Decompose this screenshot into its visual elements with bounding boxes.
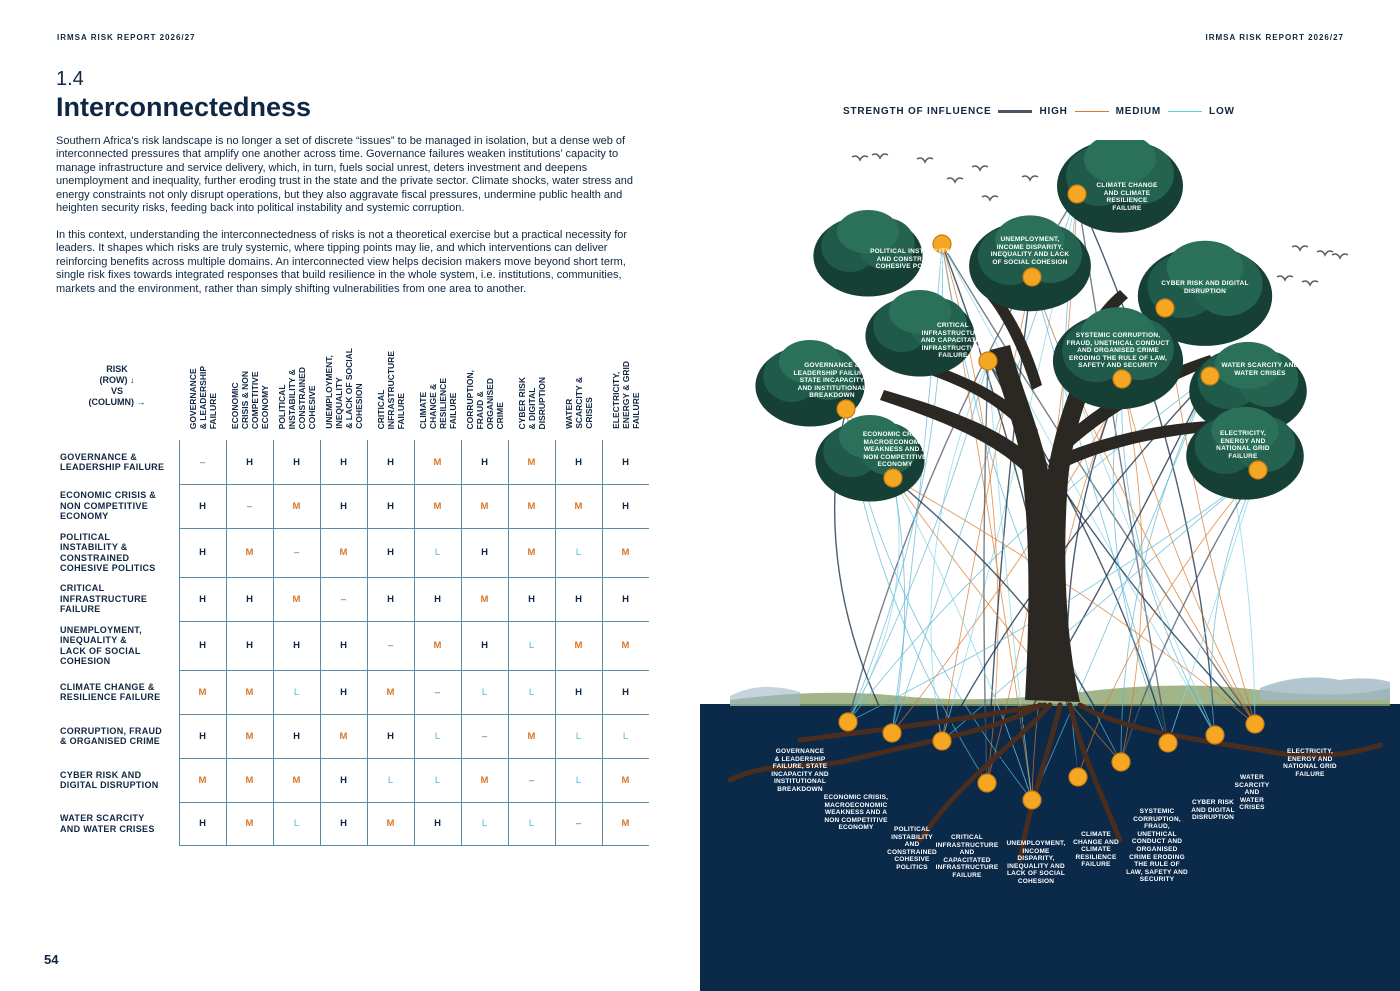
running-header-right: IRMSA RISK REPORT 2026/27 (1205, 33, 1344, 42)
matrix-cell: H (575, 456, 582, 468)
matrix-cell: H (199, 818, 206, 829)
matrix-cell: L (434, 730, 441, 742)
matrix-column-header (226, 325, 273, 429)
canopy-risk-label: CYBER RISK AND DIGITAL DISRUPTION (1161, 280, 1249, 295)
risk-node-icon (837, 400, 855, 418)
matrix-cell: M (339, 547, 348, 558)
matrix-cell: H (246, 640, 253, 651)
matrix-cell: M (198, 774, 207, 786)
matrix-cell: M (433, 456, 442, 468)
bird-icon (947, 178, 963, 182)
section-number: 1.4 (56, 68, 84, 90)
matrix-column-header-label: CRITICAL INFRASTRUCTURE FAILURE (375, 350, 406, 429)
matrix-cell: M (386, 686, 395, 698)
legend-medium-line (1075, 111, 1109, 112)
matrix-cell: M (527, 456, 536, 468)
matrix-cell: M (292, 774, 301, 786)
matrix-column-header (508, 325, 555, 429)
matrix-cell: H (340, 640, 347, 651)
matrix-column-header (555, 325, 602, 429)
matrix-row-divider (179, 802, 649, 803)
matrix-cell: H (622, 593, 629, 605)
matrix-cell: H (481, 456, 488, 468)
matrix-cell: H (340, 686, 347, 698)
matrix-cell: L (575, 547, 582, 558)
matrix-row-divider (179, 484, 649, 485)
canopy-risk-label: GOVERNANCE & LEADERSHIP FAILURE, STATE INCAPACITY AND INSTITUTIONAL BREAKDOWN (793, 362, 871, 400)
matrix-cell: M (621, 547, 630, 558)
matrix-cell: H (246, 456, 253, 468)
legend-low-label: LOW (1209, 106, 1235, 117)
bird-icon (982, 196, 998, 200)
risk-node-icon (883, 724, 901, 742)
matrix-cell: M (245, 774, 254, 786)
matrix-row-divider (179, 758, 649, 759)
matrix-cell: – (481, 730, 488, 742)
matrix-divider (367, 440, 368, 845)
matrix-cell: H (622, 686, 629, 698)
risk-node-icon (1206, 726, 1224, 744)
root-risk-label: POLITICAL INSTABILITY AND CONSTRAINED COHESIVE POLITICS (887, 826, 937, 871)
matrix-cell: H (481, 640, 488, 651)
risk-node-icon (1246, 715, 1264, 733)
matrix-cell: H (199, 730, 206, 742)
matrix-cell: L (528, 818, 535, 829)
matrix-cell: M (245, 818, 254, 829)
bird-icon (872, 154, 888, 158)
root-risk-label: CLIMATE CHANGE AND CLIMATE RESILIENCE FAILURE (1073, 831, 1119, 869)
page-title: Interconnectedness (56, 92, 312, 122)
matrix-row-label: CLIMATE CHANGE & RESILIENCE FAILURE (60, 681, 161, 702)
risk-node-icon (1249, 461, 1267, 479)
matrix-cell: H (340, 500, 347, 512)
matrix-cell: M (621, 818, 630, 829)
matrix-column-header (461, 325, 508, 429)
canopy-risk-label: ECONOMIC CRISIS, MACROECONOMIC WEAKNESS AND A NON COMPETITIVE ECONOMY (862, 431, 928, 469)
matrix-column-header (179, 325, 226, 429)
risk-node-icon (1113, 370, 1131, 388)
root-risk-label: UNEMPLOYMENT, INCOME DISPARITY, INEQUALITY AND LACK OF SOCIAL COHESION (1006, 840, 1066, 885)
matrix-row-label: CYBER RISK AND DIGITAL DISRUPTION (60, 769, 159, 790)
matrix-cell: – (246, 500, 253, 512)
risk-node-icon (839, 713, 857, 731)
influence-line (848, 478, 899, 722)
legend-high-label: HIGH (1039, 106, 1068, 117)
matrix-column-header (414, 325, 461, 429)
matrix-column-header-label: WATER SCARCITY & CRISES (563, 377, 594, 429)
running-header-left: IRMSA RISK REPORT 2026/27 (57, 33, 196, 42)
matrix-divider (320, 440, 321, 845)
matrix-cell: H (528, 593, 535, 605)
matrix-cell: H (622, 456, 629, 468)
matrix-column-header-label: UNEMPLOYMENT, INEQUALITY & LACK OF SOCIAL COHESION (323, 348, 364, 429)
matrix-column-header-label: CLIMATE CHANGE & RESILIENCE FAILURE (417, 377, 458, 429)
bird-icon (852, 156, 868, 160)
matrix-cell: M (292, 500, 301, 512)
matrix-cell: M (433, 640, 442, 651)
canopy-risk-label: SYSTEMIC CORRUPTION, FRAUD, UNETHICAL CONDUCT AND ORGANISED CRIME ERODING THE RULE OF LAW, SAFETY AND SECURITY (1066, 332, 1170, 370)
matrix-cell: L (575, 774, 582, 786)
matrix-cell: H (387, 500, 394, 512)
matrix-cell: H (622, 500, 629, 512)
matrix-divider (508, 440, 509, 845)
matrix-divider (414, 440, 415, 845)
bird-icon (1292, 246, 1308, 250)
risk-node-icon (933, 732, 951, 750)
risk-node-icon (1159, 734, 1177, 752)
matrix-column-header-label: ELECTRICITY, ENERGY & GRID FAILURE (610, 361, 641, 429)
matrix-cell: M (527, 547, 536, 558)
matrix-cell: H (340, 456, 347, 468)
matrix-column-header (273, 325, 320, 429)
matrix-cell: H (434, 818, 441, 829)
root-risk-label: CYBER RISK AND DIGITAL DISRUPTION (1191, 799, 1235, 822)
matrix-cell: M (480, 500, 489, 512)
matrix-row-label: POLITICAL INSTABILITY & CONSTRAINED COHESIVE POLITICS (60, 531, 156, 573)
matrix-cell: M (621, 640, 630, 651)
matrix-column-header-label: GOVERNANCE & LEADERSHIP FAILURE (187, 365, 218, 429)
matrix-divider (179, 440, 180, 845)
matrix-cell: – (387, 640, 394, 651)
matrix-cell: H (199, 547, 206, 558)
matrix-cell: H (199, 500, 206, 512)
bird-icon (1317, 251, 1333, 255)
risk-node-icon (1112, 753, 1130, 771)
matrix-divider (602, 440, 603, 845)
canopy-risk-label: ELECTRICITY, ENERGY AND NATIONAL GRID FAILURE (1216, 430, 1270, 460)
matrix-cell: H (387, 547, 394, 558)
matrix-corner-label: RISK (ROW) ↓ VS (COLUMN) → (88, 364, 146, 407)
matrix-cell: M (386, 818, 395, 829)
matrix-cell: M (245, 730, 254, 742)
root-risk-label: SYSTEMIC CORRUPTION, FRAUD, UNETHICAL CONDUCT AND ORGANISED CRIME ERODING THE RULE OF LAW, SAFETY AND SECURITY (1126, 808, 1188, 884)
bird-icon (1332, 254, 1348, 258)
matrix-column-header-label: CYBER RISK & DIGITAL DISRUPTION (516, 376, 547, 429)
risk-tree-illustration (700, 140, 1400, 991)
root-risk-label: WATER SCARCITY AND WATER CRISES (1234, 774, 1270, 812)
matrix-row-label: GOVERNANCE & LEADERSHIP FAILURE (60, 451, 165, 472)
matrix-row-divider (179, 621, 649, 622)
matrix-cell: M (198, 686, 207, 698)
matrix-row-label: WATER SCARCITY AND WATER CRISES (60, 813, 155, 834)
bird-icon (972, 166, 988, 170)
influence-legend (843, 106, 1235, 117)
root-risk-label: ELECTRICITY, ENERGY AND NATIONAL GRID FAILURE (1283, 748, 1337, 778)
matrix-column-header-label: ECONOMIC CRISIS & NON COMPETITIVE ECONOMY (229, 370, 270, 429)
bird-icon (1277, 276, 1293, 280)
legend-low-line (1168, 111, 1202, 112)
matrix-cell: H (340, 818, 347, 829)
matrix-row-label: CORRUPTION, FRAUD & ORGANISED CRIME (60, 725, 163, 746)
risk-node-icon (1156, 299, 1174, 317)
matrix-cell: H (434, 593, 441, 605)
matrix-cell: H (575, 593, 582, 605)
matrix-cell: – (340, 593, 347, 605)
matrix-row-divider (179, 714, 649, 715)
matrix-cell: M (621, 774, 630, 786)
bird-icon (1302, 281, 1318, 285)
matrix-column-header (367, 325, 414, 429)
matrix-cell: M (480, 774, 489, 786)
matrix-cell: H (199, 593, 206, 605)
matrix-divider (226, 440, 227, 845)
legend-medium-label: MEDIUM (1115, 106, 1162, 117)
matrix-divider (273, 440, 274, 845)
matrix-cell: M (527, 730, 536, 742)
matrix-cell: – (575, 818, 582, 829)
risk-node-icon (978, 774, 996, 792)
root-risk-label: CRITICAL INFRASTRUCTURE AND CAPACITATED INFRASTRUCTURE FAILURE (935, 834, 999, 879)
matrix-cell: L (434, 547, 441, 558)
matrix-cell: L (481, 818, 488, 829)
matrix-cell: H (340, 774, 347, 786)
matrix-cell: M (292, 593, 301, 605)
canopy-risk-label: UNEMPLOYMENT, INCOME DISPARITY, INEQUALITY AND LACK OF SOCIAL COHESION (990, 236, 1070, 266)
matrix-row-label: UNEMPLOYMENT, INEQUALITY & LACK OF SOCIAL COHESION (60, 624, 142, 666)
canopy-risk-label: POLITICAL INSTABILITY AND CONSTRAINED COHESIVE POLITICS (870, 248, 950, 271)
matrix-column-header (320, 325, 367, 429)
matrix-cell: L (528, 686, 535, 698)
matrix-divider (461, 440, 462, 845)
root-risk-label: GOVERNANCE & LEADERSHIP FAILURE, STATE INCAPACITY AND INSTITUTIONAL BREAKDOWN (771, 748, 829, 793)
risk-node-icon (1069, 768, 1087, 786)
bird-icon (917, 158, 933, 162)
matrix-cell: L (293, 818, 300, 829)
risk-node-icon (1023, 791, 1041, 809)
matrix-cell: H (199, 640, 206, 651)
matrix-cell: H (293, 456, 300, 468)
matrix-cell: H (481, 547, 488, 558)
canopy-risk-label: WATER SCARCITY AND WATER CRISES (1221, 362, 1299, 377)
page-number: 54 (44, 952, 59, 967)
canopy-risk-label: CLIMATE CHANGE AND CLIMATE RESILIENCE FAILURE (1096, 182, 1158, 212)
matrix-cell: L (575, 730, 582, 742)
matrix-cell: M (480, 593, 489, 605)
matrix-cell: L (528, 640, 535, 651)
canopy-risk-label: CRITICAL INFRASTRUCTURE AND CAPACITATED INFRASTRUCTURE FAILURE (920, 322, 986, 360)
risk-node-icon (884, 469, 902, 487)
matrix-cell: L (293, 686, 300, 698)
matrix-cell: H (246, 593, 253, 605)
matrix-cell: M (433, 500, 442, 512)
intro-paragraph-1: Southern Africa’s risk landscape is no longer a set of discrete “issues” to be managed in isolation, but a dense web of interconnected pressures that amplify one another across time. Governance failures weaken institutions’ capacity to manage infrastructure and service delivery, which, in turn, fuels social unrest, deters investment and deepens unemployment and inequality, further eroding trust in the state and the private sector. Climate shocks, water stress and energy constraints not only disrupt operations, but they also aggravate fiscal pressures, undermine public health and heighten security risks, feeding back into political instability and systemic corruption. (56, 135, 633, 215)
matrix-cell: M (574, 500, 583, 512)
matrix-cell: H (387, 593, 394, 605)
matrix-cell: H (293, 640, 300, 651)
matrix-cell: M (245, 547, 254, 558)
matrix-cell: M (574, 640, 583, 651)
matrix-cell: H (575, 686, 582, 698)
matrix-row-divider (179, 528, 649, 529)
matrix-row-divider (179, 577, 649, 578)
matrix-divider (555, 440, 556, 845)
intro-paragraph-2: In this context, understanding the interconnectedness of risks is not a theoretical exercise but a practical necessity for leaders. It shapes which risks are truly systemic, where tipping points may lie, and which interventions can deliver reinforcing benefits across multiple domains. An interconnected view helps decision makers move beyond short term, single risk fixes towards integrated responses that build resilience in the whole system, i.e. institutions, communities, markets and the environment, rather than simply shifting vulnerabilities from one area to another. (56, 229, 628, 295)
matrix-cell: – (293, 547, 300, 558)
matrix-column-header-label: POLITICAL INSTABILITY & CONSTRAINED COHESIVE (276, 366, 317, 429)
matrix-cell: H (387, 456, 394, 468)
matrix-cell: L (434, 774, 441, 786)
matrix-cell: L (481, 686, 488, 698)
matrix-row-label: CRITICAL INFRASTRUCTURE FAILURE (60, 583, 148, 615)
matrix-row-divider (179, 670, 649, 671)
matrix-bottom-rule (179, 845, 649, 846)
matrix-column-header-label: CORRUPTION, FRAUD & ORGANISED CRIME (464, 369, 505, 429)
risk-node-icon (1023, 268, 1041, 286)
matrix-cell: L (387, 774, 394, 786)
matrix-column-header (602, 325, 649, 429)
matrix-cell: – (434, 686, 441, 698)
bird-icon (1022, 176, 1038, 180)
legend-title: STRENGTH OF INFLUENCE (843, 106, 992, 117)
matrix-cell: M (245, 686, 254, 698)
matrix-cell: M (339, 730, 348, 742)
matrix-cell: – (199, 456, 206, 468)
matrix-cell: H (387, 730, 394, 742)
root-risk-label: ECONOMIC CRISIS, MACROECONOMIC WEAKNESS AND A NON COMPETITIVE ECONOMY (823, 794, 889, 832)
matrix-row-label: ECONOMIC CRISIS & NON COMPETITIVE ECONOMY (60, 490, 157, 522)
risk-node-icon (1068, 185, 1086, 203)
matrix-cell: – (528, 774, 535, 786)
matrix-cell: M (527, 500, 536, 512)
matrix-cell: H (293, 730, 300, 742)
legend-high-line (998, 110, 1032, 113)
matrix-cell: L (622, 730, 629, 742)
